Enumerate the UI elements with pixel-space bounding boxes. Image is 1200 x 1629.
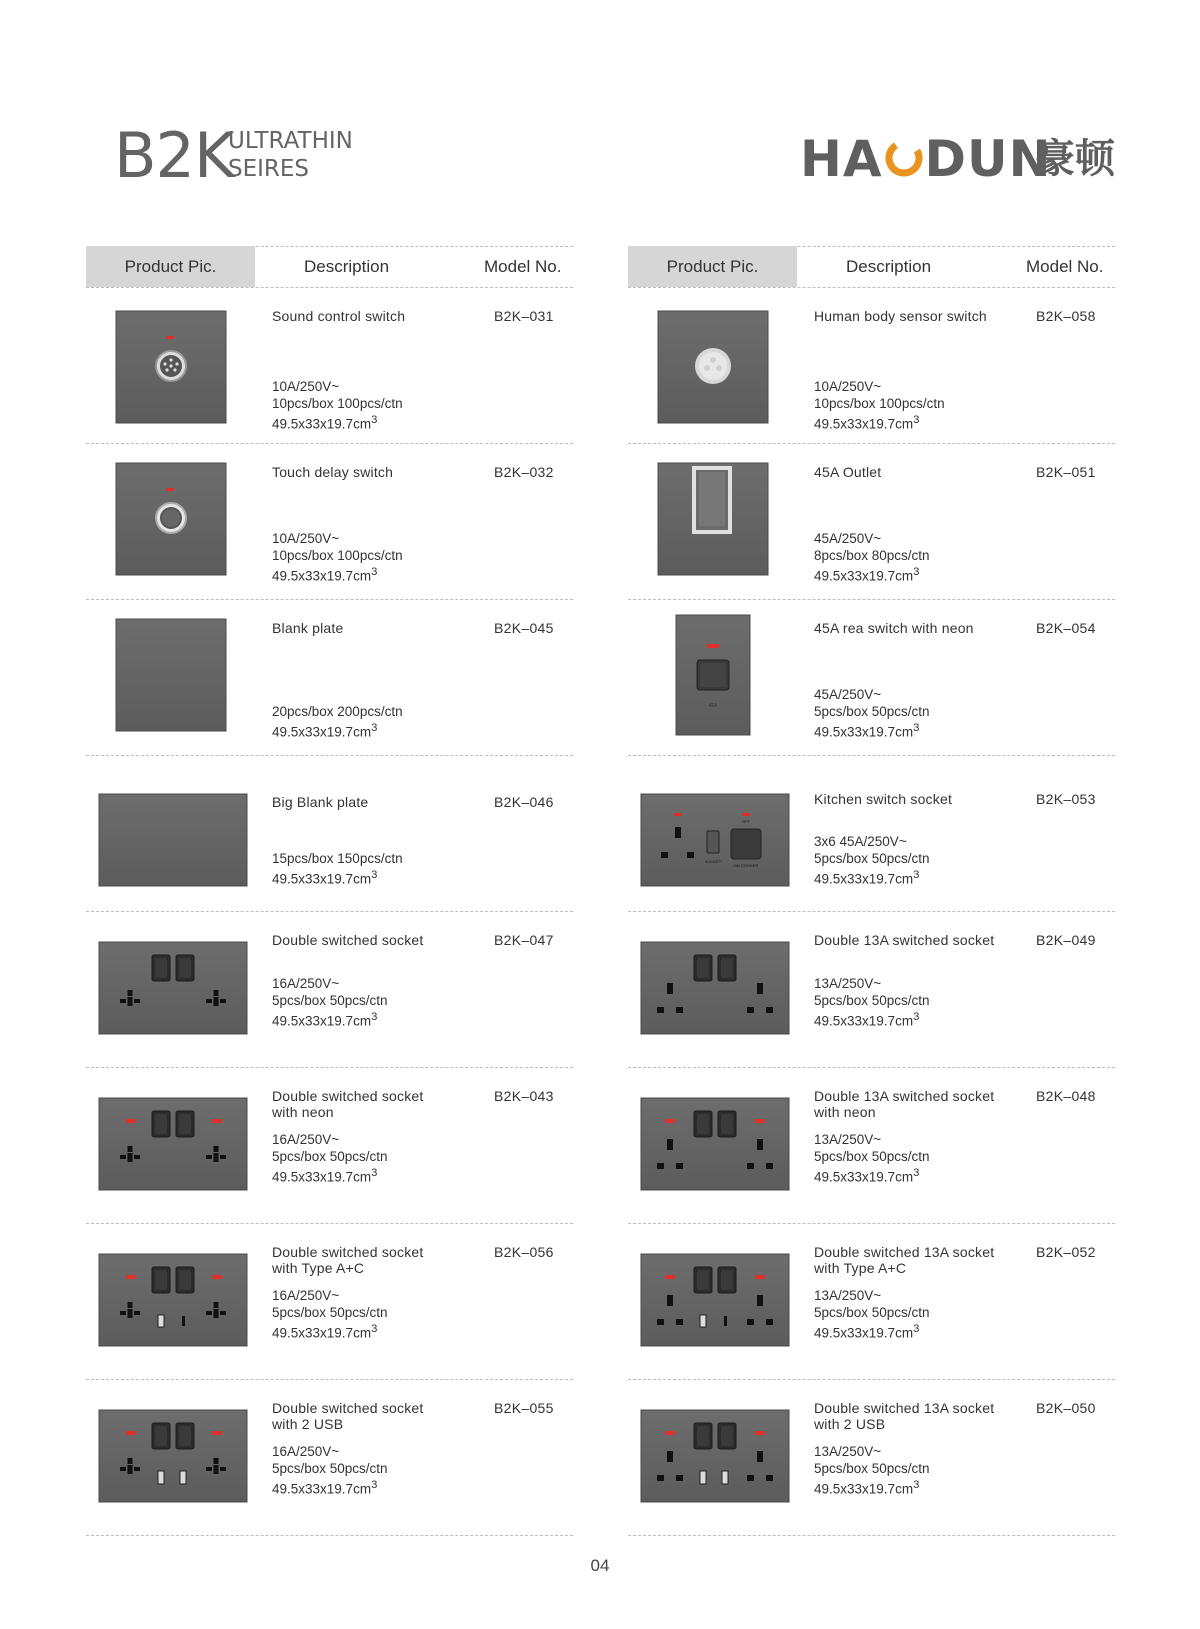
plate-label-cooker: ON COOKER (733, 863, 759, 868)
product-row (628, 600, 1115, 756)
product-row (628, 756, 1115, 912)
product-row (86, 912, 573, 1068)
product-row (86, 1380, 573, 1536)
brand-chinese: 豪顿 (1035, 136, 1115, 182)
product-model: B2K–049 (1036, 932, 1096, 948)
dims-text: 49.5x33x19.7cm (814, 416, 914, 432)
brand-text-right: DUN (924, 130, 1052, 188)
header-description: Description (304, 257, 390, 276)
spec-line: 13A/250V~ (814, 1444, 882, 1459)
spec-dims: $49.5x33x19.7cm^3$ (272, 1323, 378, 1341)
dims-text: 49.5x33x19.7cm (814, 871, 914, 887)
spec-dims: $49.5x33x19.7cm^3$ (272, 1479, 378, 1497)
spec-dims: $49.5x33x19.7cm^3$ (814, 1479, 920, 1497)
product-model: B2K–054 (1036, 620, 1096, 636)
product-row (86, 1068, 573, 1224)
spec-dims: $49.5x33x19.7cm^3$ (814, 566, 920, 584)
brand-ring-icon (884, 138, 924, 178)
dims-text: 49.5x33x19.7cm (272, 416, 372, 432)
spec-line: 13A/250V~ (814, 1288, 882, 1303)
product-specs (272, 975, 388, 1030)
product-model: B2K–032 (494, 464, 554, 480)
spec-dims: $49.5x33x19.7cm^3$ (814, 414, 920, 432)
dims-text: 49.5x33x19.7cm (814, 568, 914, 584)
spec-line: 16A/250V~ (272, 1132, 340, 1147)
product-specs (272, 530, 403, 585)
dims-text: 49.5x33x19.7cm (814, 1481, 914, 1497)
product-name: Kitchen switch socket (814, 791, 953, 807)
spec-line: 20pcs/box 200pcs/ctn (272, 704, 403, 719)
product-row (86, 288, 573, 444)
double-13a-socket-usb-icon (640, 1409, 790, 1503)
product-specs (814, 530, 930, 585)
double-13a-socket-icon (640, 941, 790, 1035)
big-blank-plate-icon (98, 793, 248, 887)
double-universal-socket-icon (98, 941, 248, 1035)
blank-plate-icon (115, 618, 227, 732)
spec-line: 5pcs/box 50pcs/ctn (272, 993, 388, 1008)
product-name: Sound control switch (272, 308, 406, 324)
spec-line: 5pcs/box 50pcs/ctn (814, 1461, 930, 1476)
brand-wordmark (800, 132, 1052, 186)
product-name: Double switched 13A socket with 2 USB (814, 1400, 995, 1432)
double-13a-socket-neon-icon (640, 1097, 790, 1191)
45a-switch-neon-icon (675, 614, 751, 736)
product-specs (814, 1443, 930, 1498)
spec-dims: $49.5x33x19.7cm^3$ (272, 1011, 378, 1029)
spec-line: 13A/250V~ (814, 1132, 882, 1147)
header-model-no: Model No. (1026, 257, 1104, 276)
product-specs (814, 378, 945, 433)
table-header (628, 246, 1115, 288)
product-row (86, 600, 573, 756)
product-model: B2K–052 (1036, 1244, 1096, 1260)
brand-logo (800, 130, 1120, 190)
spec-line: 16A/250V~ (272, 976, 340, 991)
product-name: Double switched socket with neon (272, 1088, 424, 1120)
table-header (86, 246, 573, 288)
product-model: B2K–048 (1036, 1088, 1096, 1104)
pir-sensor-switch-icon (657, 310, 769, 424)
product-row (628, 444, 1115, 600)
header-product-pic: Product Pic. (628, 246, 797, 287)
dims-text: 49.5x33x19.7cm (272, 724, 372, 740)
spec-dims: $49.5x33x19.7cm^3$ (272, 414, 378, 432)
spec-line: 8pcs/box 80pcs/ctn (814, 548, 930, 563)
header-description: Description (846, 257, 932, 276)
double-universal-socket-usb-icon (98, 1409, 248, 1503)
series-line1: ULTRATHIN (228, 128, 353, 154)
product-name: Double switched socket with 2 USB (272, 1400, 424, 1432)
dims-text: 49.5x33x19.7cm (814, 1325, 914, 1341)
product-model: B2K–046 (494, 794, 554, 810)
dims-text: 49.5x33x19.7cm (814, 1013, 914, 1029)
spec-line: 5pcs/box 50pcs/ctn (272, 1149, 388, 1164)
product-model: B2K–056 (494, 1244, 554, 1260)
spec-line: 10pcs/box 100pcs/ctn (814, 396, 945, 411)
product-model: B2K–055 (494, 1400, 554, 1416)
spec-line: 16A/250V~ (272, 1288, 340, 1303)
dims-text: 49.5x33x19.7cm (272, 1013, 372, 1029)
spec-dims: $49.5x33x19.7cm^3$ (272, 1167, 378, 1185)
spec-line: 5pcs/box 50pcs/ctn (814, 1305, 930, 1320)
product-name: Double switched socket (272, 932, 424, 948)
product-specs (814, 686, 930, 741)
product-model: B2K–058 (1036, 308, 1096, 324)
product-specs (272, 1287, 388, 1342)
double-universal-socket-typeac-icon (98, 1253, 248, 1347)
spec-line: 16A/250V~ (272, 1444, 340, 1459)
spec-line: 5pcs/box 50pcs/ctn (814, 704, 930, 719)
spec-line: 13A/250V~ (814, 976, 882, 991)
dims-text: 49.5x33x19.7cm (272, 568, 372, 584)
product-row (628, 1224, 1115, 1380)
series-code: B2K (114, 119, 234, 192)
dims-text: 49.5x33x19.7cm (272, 1481, 372, 1497)
45a-outlet-icon (657, 462, 769, 576)
spec-dims: $49.5x33x19.7cm^3$ (814, 1011, 920, 1029)
header-model-no: Model No. (484, 257, 562, 276)
spec-line: 45A/250V~ (814, 687, 882, 702)
product-name: Big Blank plate (272, 794, 369, 810)
product-name: 45A rea switch with neon (814, 620, 974, 636)
spec-line: 5pcs/box 50pcs/ctn (814, 1149, 930, 1164)
sound-control-switch-icon (115, 310, 227, 424)
product-specs (814, 975, 930, 1030)
spec-line: 5pcs/box 50pcs/ctn (272, 1461, 388, 1476)
dims-text: 49.5x33x19.7cm (272, 1325, 372, 1341)
header-product-pic: Product Pic. (86, 246, 255, 287)
product-row (628, 912, 1115, 1068)
product-model: B2K–053 (1036, 791, 1096, 807)
product-specs (814, 1287, 930, 1342)
spec-dims: $49.5x33x19.7cm^3$ (272, 566, 378, 584)
product-model: B2K–031 (494, 308, 554, 324)
spec-line: 5pcs/box 50pcs/ctn (814, 993, 930, 1008)
dims-text: 49.5x33x19.7cm (814, 1169, 914, 1185)
spec-line: 10A/250V~ (272, 531, 340, 546)
dims-text: 49.5x33x19.7cm (814, 724, 914, 740)
product-specs (814, 1131, 930, 1186)
product-model: B2K–050 (1036, 1400, 1096, 1416)
spec-line: 3x6 45A/250V~ (814, 834, 907, 849)
product-row (86, 1224, 573, 1380)
product-name: Human body sensor switch (814, 308, 987, 324)
touch-delay-switch-icon (115, 462, 227, 576)
right-product-table (628, 246, 1115, 1536)
plate-label-off: OFF (742, 819, 750, 824)
spec-line: 5pcs/box 50pcs/ctn (814, 851, 930, 866)
left-product-table (86, 246, 573, 1536)
product-name: Blank plate (272, 620, 344, 636)
product-specs (272, 1443, 388, 1498)
double-13a-socket-typeac-icon (640, 1253, 790, 1347)
product-specs (272, 1131, 388, 1186)
product-model: B2K–043 (494, 1088, 554, 1104)
spec-line: 10pcs/box 100pcs/ctn (272, 396, 403, 411)
spec-line: 5pcs/box 50pcs/ctn (272, 1305, 388, 1320)
dims-text: 49.5x33x19.7cm (272, 1169, 372, 1185)
product-row (86, 444, 573, 600)
plate-label-45a: 45A (708, 703, 718, 709)
product-name: 45A Outlet (814, 464, 882, 480)
dims-text: 49.5x33x19.7cm (272, 871, 372, 887)
plate-label-socket: SOCKET (704, 859, 722, 864)
spec-line: 10A/250V~ (814, 379, 882, 394)
spec-dims: $49.5x33x19.7cm^3$ (272, 722, 378, 740)
product-row (628, 1068, 1115, 1224)
product-row (628, 1380, 1115, 1536)
product-name: Double switched socket with Type A+C (272, 1244, 424, 1276)
spec-dims: $49.5x33x19.7cm^3$ (814, 722, 920, 740)
product-name: Double 13A switched socket (814, 932, 995, 948)
spec-line: 15pcs/box 150pcs/ctn (272, 851, 403, 866)
product-name: Touch delay switch (272, 464, 394, 480)
series-line2: SEIRES (228, 156, 310, 182)
product-row (86, 756, 573, 912)
product-row (628, 288, 1115, 444)
spec-dims: $49.5x33x19.7cm^3$ (272, 869, 378, 887)
page-number: 04 (590, 1556, 610, 1575)
product-specs (272, 850, 403, 888)
product-model: B2K–047 (494, 932, 554, 948)
spec-line: 45A/250V~ (814, 531, 882, 546)
product-name: Double 13A switched socket with neon (814, 1088, 995, 1120)
product-model: B2K–045 (494, 620, 554, 636)
product-name: Double switched 13A socket with Type A+C (814, 1244, 995, 1276)
double-universal-socket-neon-icon (98, 1097, 248, 1191)
spec-line: 10A/250V~ (272, 379, 340, 394)
kitchen-switch-socket-icon (640, 793, 790, 887)
product-specs (814, 833, 930, 888)
spec-line: 10pcs/box 100pcs/ctn (272, 548, 403, 563)
product-specs (272, 703, 403, 741)
brand-text-left: HA (800, 130, 883, 188)
spec-dims: $49.5x33x19.7cm^3$ (814, 1323, 920, 1341)
spec-dims: $49.5x33x19.7cm^3$ (814, 869, 920, 887)
product-specs (272, 378, 403, 433)
spec-dims: $49.5x33x19.7cm^3$ (814, 1167, 920, 1185)
product-model: B2K–051 (1036, 464, 1096, 480)
